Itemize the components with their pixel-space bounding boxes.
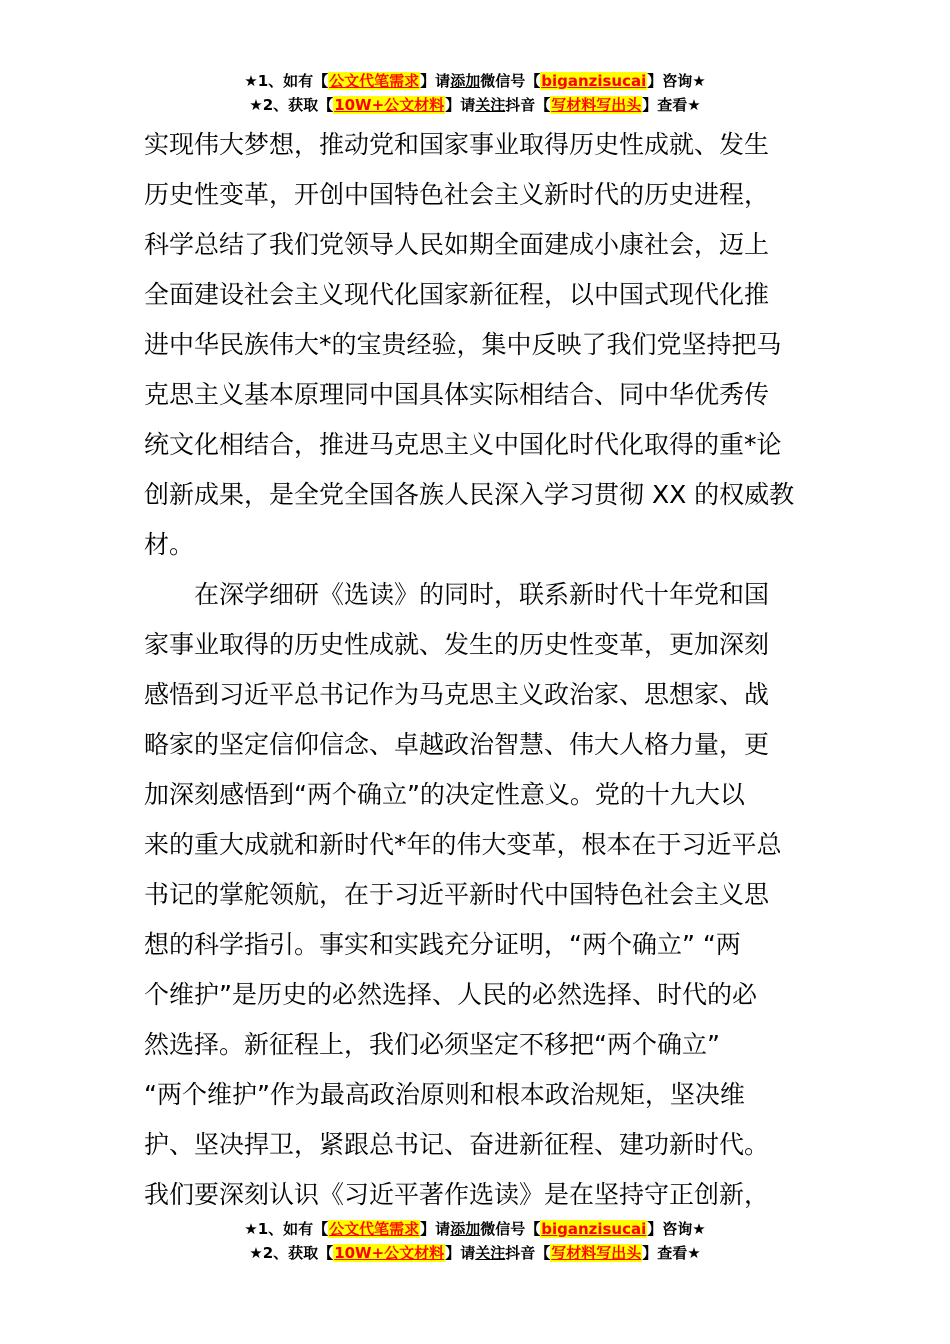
highlight-text: 公文代笔需求 [329, 72, 420, 90]
text-line: 创新成果，是全党全国各族人民深入学习贯彻 XX 的权威教 [144, 480, 795, 509]
text-line: 书记的掌舵领航，在于习近平新时代中国特色社会主义思 [144, 880, 770, 909]
highlight-text: 10W+公文材料 [334, 96, 445, 114]
text-line: 统文化相结合，推进马克思主义中国化时代化取得的重*论 [144, 430, 782, 459]
text-line: 材。 [144, 530, 195, 559]
text-line: “两个维护”作为最高政治原则和根本政治规矩，坚决维 [144, 1080, 745, 1109]
text-line: 我们要深刻认识《习近平著作选读》是在坚持守正创新， [144, 1180, 770, 1209]
text-line: 然选择。新征程上，我们必须坚定不移把“两个确立” [144, 1030, 720, 1059]
text-line: 略家的坚定信仰信念、卓越政治智慧、伟大人格力量，更 [144, 730, 770, 759]
document-body [144, 120, 806, 1220]
highlight-text: 公文代笔需求 [329, 1220, 420, 1238]
text-line: 全面建设社会主义现代化国家新征程，以中国式现代化推 [144, 280, 770, 309]
text-line: 实现伟大梦想，推动党和国家事业取得历史性成就、发生 [144, 130, 770, 159]
banner-line-1: ★1、如有【公文代笔需求】请添加微信号【biganzisucai】咨询★ [244, 72, 706, 90]
text-line: 历史性变革，开创中国特色社会主义新时代的历史进程， [144, 180, 770, 209]
douyin-id: 写材料写出头 [551, 1244, 642, 1262]
text-line: 加深刻感悟到“两个确立”的决定性意义。党的十九大以 [144, 780, 745, 809]
douyin-id: 写材料写出头 [551, 96, 642, 114]
text-line: 感悟到习近平总书记作为马克思主义政治家、思想家、战 [144, 680, 770, 709]
text-line: 想的科学指引。事实和实践充分证明，“两个确立” “两 [144, 930, 741, 959]
banner-line-1: ★1、如有【公文代笔需求】请添加微信号【biganzisucai】咨询★ [244, 1220, 706, 1238]
text-line: 进中华民族伟大*的宝贵经验，集中反映了我们党坚持把马 [144, 330, 782, 359]
text-line: 护、坚决捍卫，紧跟总书记、奋进新征程、建功新时代。 [144, 1130, 770, 1159]
wechat-id: biganzisucai [541, 1220, 647, 1238]
text-line: 科学总结了我们党领导人民如期全面建成小康社会，迈上 [144, 230, 770, 259]
header-banner [0, 69, 950, 117]
banner-line-2: ★2、获取【10W+公文材料】请关注抖音【写材料写出头】查看★ [249, 96, 701, 114]
highlight-text: 10W+公文材料 [334, 1244, 445, 1262]
text-line: 个维护”是历史的必然选择、人民的必然选择、时代的必 [144, 980, 757, 1009]
text-line: 克思主义基本原理同中国具体实际相结合、同中华优秀传 [144, 380, 770, 409]
paragraph-start-line: 在深学细研《选读》的同时，联系新时代十年党和国 [194, 580, 770, 609]
text-line: 家事业取得的历史性成就、发生的历史性变革，更加深刻 [144, 630, 770, 659]
footer-banner [0, 1217, 950, 1265]
wechat-id: biganzisucai [541, 72, 647, 90]
text-line: 来的重大成就和新时代*年的伟大变革，根本在于习近平总 [144, 830, 782, 859]
banner-line-2: ★2、获取【10W+公文材料】请关注抖音【写材料写出头】查看★ [249, 1244, 701, 1262]
